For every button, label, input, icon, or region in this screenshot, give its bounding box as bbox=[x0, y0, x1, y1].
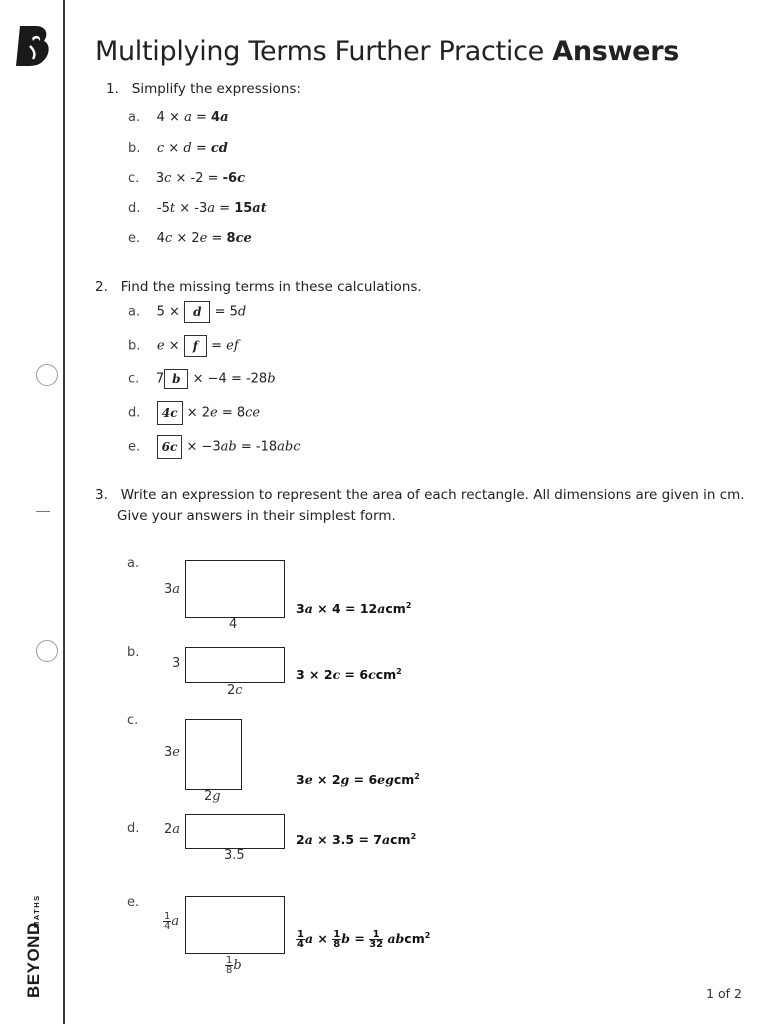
margin-tick bbox=[36, 511, 50, 512]
q3-item-c-letter: c. bbox=[127, 713, 139, 728]
rectangle bbox=[185, 719, 242, 790]
rectangle bbox=[185, 560, 285, 618]
rectangle bbox=[185, 896, 285, 954]
missing-term-box: b bbox=[164, 369, 188, 389]
q1-item-c: c. 3c × -2 = -6c bbox=[128, 171, 246, 186]
q2-item-a: a. 5 × d = 5d bbox=[128, 301, 246, 323]
rectangle bbox=[185, 814, 285, 849]
area-answer: 3a × 4 = 12acm$^2$ bbox=[296, 601, 412, 617]
q2-item-d: d. 4c × 2e = 8ce bbox=[128, 401, 260, 425]
area-answer: 3e × 2g = 6egcm$^2$ bbox=[296, 772, 420, 788]
q3-item-a-letter: a. bbox=[127, 556, 140, 571]
q2-item-e: e. 6c × −3ab = -18abc bbox=[128, 435, 300, 459]
side-label: $\frac{1}{4}$ a bbox=[164, 911, 180, 932]
q2-prompt: 2. Find the missing terms in these calculations. bbox=[95, 279, 422, 295]
q1-prompt: 1. Simplify the expressions: bbox=[106, 81, 301, 97]
q3-item-b-letter: b. bbox=[127, 645, 140, 660]
page-title: Multiplying Terms Further Practice Answers bbox=[95, 36, 679, 67]
margin-line bbox=[63, 0, 65, 1024]
q1-item-d: d. -5t × -3a = 15at bbox=[128, 201, 267, 216]
brand-sub: MATHS bbox=[32, 894, 41, 928]
brand-wordmark bbox=[10, 830, 54, 1000]
q1-item-b: b. c × d = cd bbox=[128, 141, 228, 156]
area-answer: $\frac{1}{4}$ a × $\frac{1}{8}$ b = $\frac{1}{32}$ abcm$^2$ bbox=[297, 929, 431, 950]
q1-item-a: a. 4 × a = 4a bbox=[128, 110, 229, 125]
bottom-label: 2g bbox=[204, 789, 221, 804]
q3-prompt: 3. Write an expression to represent the area of each rectangle. All dimensions are given in cm. bbox=[95, 487, 745, 503]
rectangle bbox=[185, 647, 285, 683]
brand-name: BEYOND bbox=[24, 922, 43, 998]
side-label: 2a bbox=[164, 822, 181, 837]
punch-hole-icon bbox=[36, 364, 58, 386]
page-number: 1 of 2 bbox=[706, 986, 742, 1001]
q3-item-d-letter: d. bbox=[127, 821, 140, 836]
area-answer: 2a × 3.5 = 7acm$^2$ bbox=[296, 832, 417, 848]
q3-item-e-letter: e. bbox=[127, 895, 140, 910]
missing-term-box: f bbox=[184, 335, 207, 357]
q1-item-e: e. 4c × 2e = 8ce bbox=[128, 231, 252, 246]
beyond-logo-icon bbox=[14, 24, 52, 68]
punch-hole-icon bbox=[36, 640, 58, 662]
side-label: 3a bbox=[164, 582, 181, 597]
q2-item-b: b. e × f = ef bbox=[128, 335, 239, 357]
missing-term-box: 6c bbox=[157, 435, 183, 459]
q3-prompt-line2: Give your answers in their simplest form. bbox=[117, 508, 396, 524]
side-label: 3e bbox=[164, 745, 180, 760]
missing-term-box: d bbox=[184, 301, 210, 323]
q2-item-c: c. 7 b × −4 = -28b bbox=[128, 369, 276, 389]
bottom-label: $\frac{1}{8}$ b bbox=[226, 955, 242, 976]
side-label: 3 bbox=[172, 656, 181, 671]
area-answer: 3 × 2c = 6ccm$^2$ bbox=[296, 667, 402, 683]
bottom-label: 2c bbox=[227, 683, 243, 698]
bottom-label: 3.5 bbox=[224, 848, 245, 863]
missing-term-box: 4c bbox=[157, 401, 183, 425]
bottom-label: 4 bbox=[229, 617, 238, 632]
